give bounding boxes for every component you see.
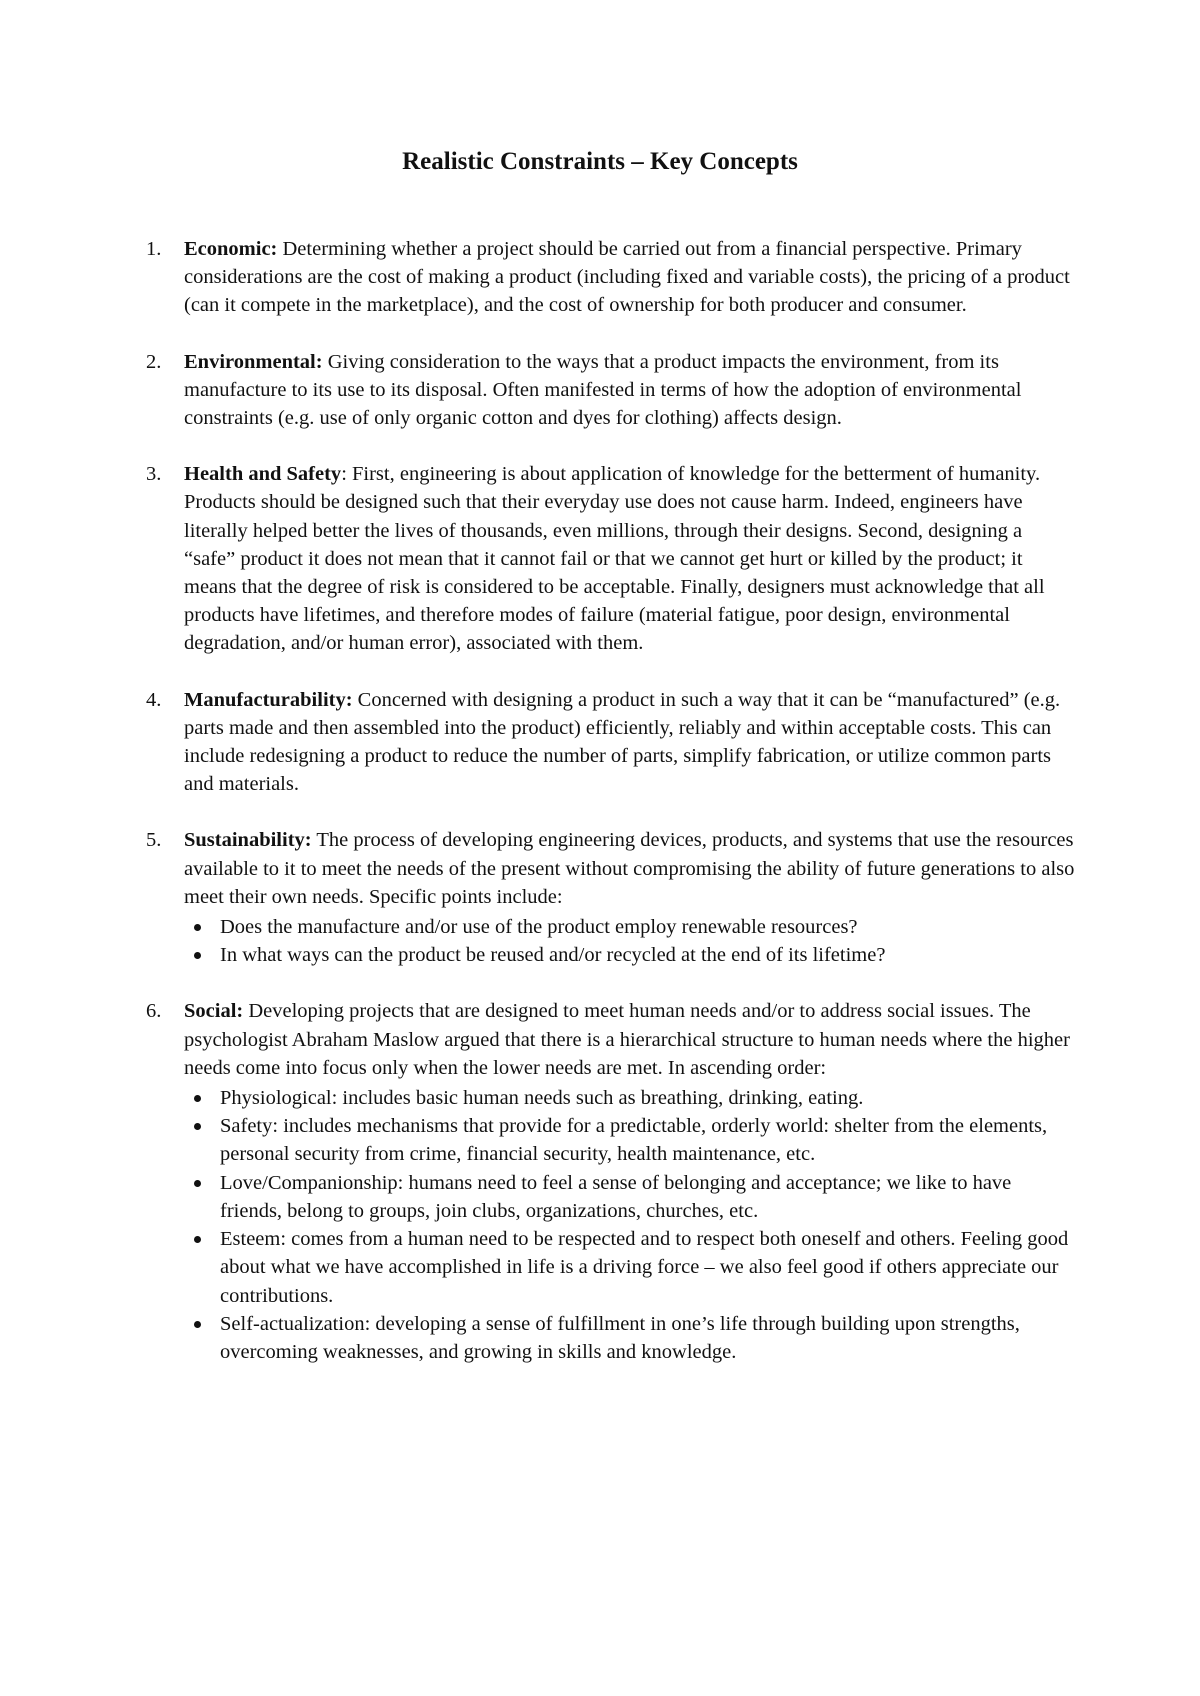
item-text: Determining whether a project should be carried out from a financial perspective. Primary considerations are the cost of making a product (including fixed and variable costs), the pricing of a product (can it compete in the marketplace), and the cost of ownership for both producer and consumer. xyxy=(184,238,1070,317)
bullet-item: In what ways can the product be reused and/or recycled at the end of its lifetime? xyxy=(184,941,1076,969)
bullet-item: Self-actualization: developing a sense of fulfillment in one’s life through building upon strengths, overcoming weaknesses, and growing in skills and knowledge. xyxy=(184,1310,1076,1366)
item-term: Economic: xyxy=(184,238,278,260)
item-text: : First, engineering is about application of knowledge for the betterment of humanity. Products should be designed such that their everyday use does not cause harm. Indeed, engineers have literally helped better the lives of thousands, even millions, through their designs. Second, designing a “safe” product it does not mean that it cannot fail or that we cannot get hurt or killed by the product; it means that the degree of risk is considered to be acceptable. Finally, designers must acknowledge that all products have lifetimes, and therefore modes of failure (material fatigue, poor design, environmental degradation, and/or human error), associated with them. xyxy=(184,463,1045,655)
item-term: Health and Safety xyxy=(184,463,342,486)
concept-item-sustainability xyxy=(146,826,1076,969)
item-text: The process of developing engineering devices, products, and systems that use the resources available to it to meet the needs of the present without compromising the ability of future generations to also meet their own needs. Specific points include: xyxy=(184,829,1075,908)
bullet-list xyxy=(184,1084,1076,1366)
item-term: Environmental: xyxy=(184,350,323,373)
concept-item-manufacturability xyxy=(146,686,1076,799)
item-term: Social: xyxy=(184,1000,244,1023)
concept-list xyxy=(146,235,1076,1394)
document-title: Realistic Constraints – Key Concepts xyxy=(402,148,798,175)
item-text: Giving consideration to the ways that a product impacts the environment, from its manufacture to its use to its disposal. Often manifested in terms of how the adoption of environmental constraints (e.g. use of only organic cotton and dyes for clothing) affects design. xyxy=(184,350,1022,430)
bullet-item: Safety: includes mechanisms that provide for a predictable, orderly world: shelter from the elements, personal security from crime, financial security, health maintenance, etc. xyxy=(184,1112,1076,1168)
item-number: 4. xyxy=(146,688,162,711)
bullet-item: Physiological: includes basic human needs such as breathing, drinking, eating. xyxy=(184,1084,1076,1112)
item-number: 3. xyxy=(146,463,162,486)
bullet-list xyxy=(184,913,1076,969)
item-number: 2. xyxy=(146,350,162,373)
concept-item-social xyxy=(146,997,1076,1366)
bullet-item: Esteem: comes from a human need to be respected and to respect both oneself and others. Feeling good about what we have accomplished in life is a driving force – we also feel good if others appreciate our contributions. xyxy=(184,1225,1076,1310)
item-term: Sustainability: xyxy=(184,829,312,852)
bullet-item: Love/Companionship: humans need to feel a sense of belonging and acceptance; we like to have friends, belong to groups, join clubs, organizations, churches, etc. xyxy=(184,1169,1076,1225)
item-number: 5. xyxy=(146,829,162,852)
bullet-item: Does the manufacture and/or use of the product employ renewable resources? xyxy=(184,913,1076,941)
item-number: 1. xyxy=(146,238,162,260)
item-text: Concerned with designing a product in such a way that it can be “manufactured” (e.g. parts made and then assembled into the product) efficiently, reliably and within acceptable costs. This can include redesigning a product to reduce the number of parts, simplify fabrication, or utilize common parts and materials. xyxy=(184,688,1061,796)
concept-item-health-safety xyxy=(146,460,1076,657)
concept-item-environmental xyxy=(146,348,1076,433)
item-number: 6. xyxy=(146,1000,162,1023)
item-term: Manufacturability: xyxy=(184,688,353,711)
concept-item-economic xyxy=(146,235,1076,320)
item-text: Developing projects that are designed to meet human needs and/or to address social issues. The psychologist Abraham Maslow argued that there is a hierarchical structure to human needs where the higher needs come into focus only when the lower needs are met. In ascending order: xyxy=(184,1000,1070,1079)
